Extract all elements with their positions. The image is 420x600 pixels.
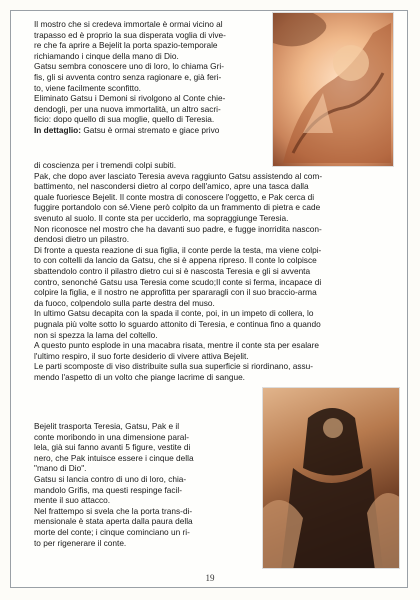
text-line: mente il suo attacco. <box>34 495 111 506</box>
text-line: mandolo Grifis, ma questi respinge facil- <box>34 484 183 495</box>
text-line: Eliminato Gatsu i Demoni si rivolgono al Conte chie- <box>34 93 226 104</box>
text-line: Gatsu si lancia contro di uno di loro, chia- <box>34 473 187 484</box>
text-line: Non riconosce nel mostro che ha davanti suo padre, e fugge inorridita nascon- <box>34 223 322 234</box>
text-line: Le parti scomposte di viso distribuite sulla sua superficie si riordinano, assu- <box>34 361 313 372</box>
text-line: pugnala più volte sotto lo sguardo attonito di Teresia, e continua fino a quando <box>34 318 321 329</box>
text-line: Gatsu sembra conoscere uno di loro, lo chiama Gri- <box>34 61 224 72</box>
heading-continuation: Gatsu è ormai stremato e giace privo <box>81 124 220 135</box>
text-block-intro <box>34 19 266 136</box>
text-line: Pak, che dopo aver lasciato Teresia aveva raggiunto Gatsu assistendo al com- <box>34 170 323 181</box>
text-line: Di fronte a questa reazione di sua figlia, il conte perde la testa, ma viene colpi- <box>34 244 322 255</box>
text-line: conte moribondo in una dimensione paral- <box>34 431 189 442</box>
text-line: dendogli, per una nuova immortalità, un altro sacri- <box>34 103 221 114</box>
text-line: trapasso ed è proprio la sua disperata voglia di vive- <box>34 29 226 40</box>
text-line: Il mostro che si credeva immortale è ormai vicino al <box>34 19 223 29</box>
text-line: battimento, nel nascondersi dietro al corpo dell'amico, apre una tasca dalla <box>34 181 309 192</box>
text-line: colpire la figlia, e il nostro ne approfitta per spararagli con il suo braccio-arma <box>34 287 317 298</box>
text-line: to, viene facilmente sconfitto. <box>34 82 141 93</box>
text-line: ficio: dopo quello di sua moglie, quello di Teresia. <box>34 114 215 125</box>
illustration-bottom-art <box>263 388 400 569</box>
heading-line <box>34 125 266 136</box>
text-line: fuggire portandolo con sé.Viene però colpito da un frammento di pietra e cade <box>34 202 321 213</box>
text-line: quale fuoriesce Bejelit. Il conte mostra di conoscere l'oggetto, e Pak cerca di <box>34 191 315 202</box>
text-line: svenuto al suolo. Il conte sta per ucciderlo, ma sopraggiunge Teresia. <box>34 212 289 223</box>
text-line: da fuoco, colpendolo sulla parte destra del muso. <box>34 297 215 308</box>
text-line: "mano di Dio". <box>34 463 87 474</box>
section-heading: In dettaglio: <box>34 124 82 135</box>
text-line: morte del conte; i cinque cominciano un ri- <box>34 526 190 537</box>
text-line: richiamando i cinque della mano di Dio. <box>34 50 179 61</box>
text-line: to con coltelli da lancio da Gatsu, che si è appena ripreso. Il conte lo colpisce <box>34 255 317 266</box>
text-line: Bejelit trasporta Teresia, Gatsu, Pak e il <box>34 421 180 431</box>
text-block-conclusion <box>34 421 262 548</box>
text-line: contro, senonché Gatsu usa Teresia come scudo;Il conte si ferma, incapace di <box>34 276 322 287</box>
text-line: dendosi dietro un pilastro. <box>34 234 130 245</box>
text-line: A questo punto esplode in una macabra risata, mentre il conte sta per esalare <box>34 340 320 351</box>
text-line: sbattendolo contro il pilastro dietro cui si è nascosta Teresia e gli si avventa <box>34 265 311 276</box>
text-line: Nel frattempo si svela che la porta trans-di- <box>34 505 193 516</box>
text-line: In ultimo Gatsu decapita con la spada il conte, poi, in un impeto di collera, lo <box>34 308 314 319</box>
illustration-bottom-right <box>262 387 400 569</box>
text-line: lela, già sui fanno avanti 5 figure, vestite di <box>34 442 191 453</box>
text-line: re che fa aprire a Bejelit la porta spazio-temporale <box>34 40 218 51</box>
text-block-detail <box>34 160 398 382</box>
text-line: l'ultimo respiro, il suo forte desiderio di vivere attiva Bejelit. <box>34 350 249 361</box>
text-line: to per rigenerare il conte. <box>34 537 127 548</box>
illustration-top-art <box>273 13 394 167</box>
text-line: mensionale è stata aperta dalla paura della <box>34 516 193 527</box>
text-line: di coscienza per i tremendi colpi subiti. <box>34 160 177 170</box>
page-number: 19 <box>205 573 215 583</box>
illustration-top-right <box>272 12 394 167</box>
text-line: nero, che Pak intuisce essere i cinque della <box>34 452 194 463</box>
text-line: non si spezza la lama del coltello. <box>34 329 158 340</box>
text-line: fis, gli si avventa contro senza ragionare e, già feri- <box>34 71 222 82</box>
text-line: mendo l'aspetto di un volto che piange lacrime di sangue. <box>34 371 245 382</box>
